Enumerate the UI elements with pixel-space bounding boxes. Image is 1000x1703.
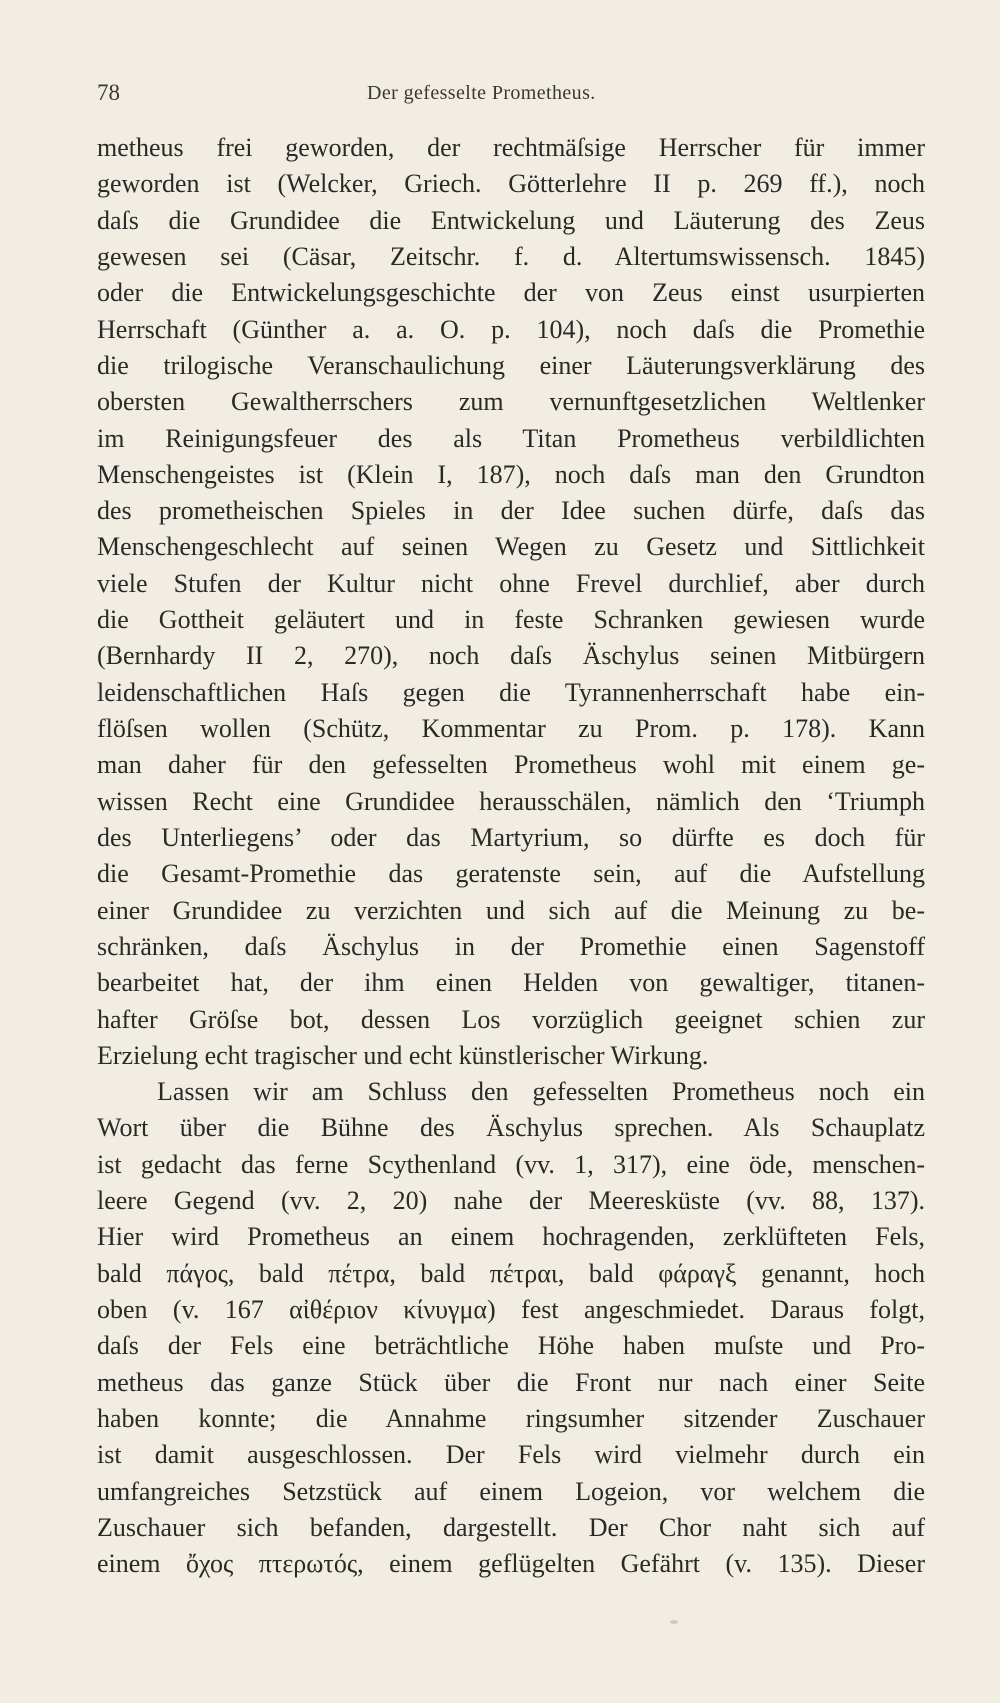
text-line: Menschengeistes ist (Klein I, 187), noch daſs man den Grundton	[97, 459, 925, 489]
text-line: gewesen sei (Cäsar, Zeitschr. f. d. Altertumswissensch. 1845)	[97, 241, 925, 271]
text-line: die trilogische Veranschaulichung einer Läuterungsverklärung des	[97, 350, 925, 380]
text-line: viele Stufen der Kultur nicht ohne Frevel durchlief, aber durch	[97, 568, 925, 598]
page-number: 78	[97, 80, 120, 105]
text-line: flöſsen wollen (Schütz, Kommentar zu Prom. p. 178). Kann	[97, 714, 925, 743]
text-line: geworden ist (Welcker, Griech. Götterlehre II p. 269 ff.), noch	[97, 169, 925, 199]
text-line: ist gedacht das ferne Scythenland (vv. 1, 317), eine öde, menschen-	[97, 1149, 925, 1179]
text-line: (Bernhardy II 2, 270), noch daſs Äschylus seinen Mitbürgern	[97, 641, 925, 671]
text-line: einem ὄχος πτερωτός, einem geflügelten Gefährt (v. 135). Dieser	[97, 1549, 925, 1579]
text-line: leidenschaftlichen Haſs gegen die Tyrannenherrschaft habe ein-	[97, 677, 925, 707]
text-line: einer Grundidee zu verzichten und sich auf die Meinung zu be-	[97, 895, 925, 925]
paper-blemish	[670, 1620, 678, 1624]
paragraph-end-line: Erzielung echt tragischer und echt künstlerischer Wirkung.	[97, 1040, 709, 1070]
text-line: man daher für den gefesselten Prometheus wohl mit einem ge-	[97, 750, 925, 780]
text-line: oder die Entwickelungsgeschichte der von Zeus einst usurpierten	[97, 278, 925, 308]
body-text	[97, 130, 925, 1583]
text-line: Hier wird Prometheus an einem hochragenden, zerklüfteten Fels,	[97, 1222, 925, 1252]
text-line: schränken, daſs Äschylus in der Promethie einen Sagenstoff	[97, 931, 925, 961]
text-line: im Reinigungsfeuer des als Titan Prometheus verbildlichten	[97, 423, 925, 453]
text-line: obersten Gewaltherrschers zum vernunftgesetzlichen Weltlenker	[97, 387, 925, 417]
page-header	[97, 78, 922, 110]
text-line: ist damit ausgeschlossen. Der Fels wird vielmehr durch ein	[97, 1440, 925, 1470]
text-line: hafter Gröſse bot, dessen Los vorzüglich geeignet schien zur	[97, 1004, 925, 1034]
running-title: Der gefesselte Prometheus.	[367, 82, 596, 104]
text-line: Zuschauer sich befanden, dargestellt. Der Chor naht sich auf	[97, 1512, 925, 1542]
text-line: haben konnte; die Annahme ringsumher sitzender Zuschauer	[97, 1403, 925, 1433]
text-line: oben (v. 167 αἰθέριον κίνυγμα) fest angeschmiedet. Daraus folgt,	[97, 1295, 925, 1324]
text-line: leere Gegend (vv. 2, 20) nahe der Meeresküste (vv. 88, 137).	[97, 1186, 925, 1216]
text-line: bearbeitet hat, der ihm einen Helden von gewaltiger, titanen-	[97, 968, 925, 998]
text-line: wissen Recht eine Grundidee herausschälen, nämlich den ‘Triumph	[97, 786, 925, 816]
text-line: daſs der Fels eine beträchtliche Höhe haben muſste und Pro-	[97, 1331, 925, 1361]
text-line: umfangreiches Setzstück auf einem Logeion, vor welchem die	[97, 1476, 925, 1506]
text-line: daſs die Grundidee die Entwickelung und Läuterung des Zeus	[97, 205, 925, 235]
text-line: Herrschaft (Günther a. a. O. p. 104), noch daſs die Promethie	[97, 314, 925, 344]
text-line: metheus das ganze Stück über die Front nur nach einer Seite	[97, 1367, 925, 1397]
text-line: bald πάγος, bald πέτρα, bald πέτραι, bald φάραγξ genannt, hoch	[97, 1258, 925, 1288]
text-line: Menschengeschlecht auf seinen Wegen zu Gesetz und Sittlichkeit	[97, 532, 925, 562]
text-line: die Gesamt-Promethie das geratenste sein, auf die Aufstellung	[97, 859, 925, 889]
text-line: Wort über die Bühne des Äschylus sprechen. Als Schauplatz	[97, 1113, 925, 1143]
text-line: des prometheischen Spieles in der Idee suchen dürfe, daſs das	[97, 496, 925, 526]
text-line: metheus frei geworden, der rechtmäſsige Herrscher für immer	[97, 133, 925, 162]
text-line: des Unterliegens’ oder das Martyrium, so dürfte es doch für	[97, 822, 925, 852]
paragraph-start-line: Lassen wir am Schluss den gefesselten Prometheus noch ein	[157, 1077, 925, 1107]
text-line: die Gottheit geläutert und in feste Schranken gewiesen wurde	[97, 605, 925, 635]
